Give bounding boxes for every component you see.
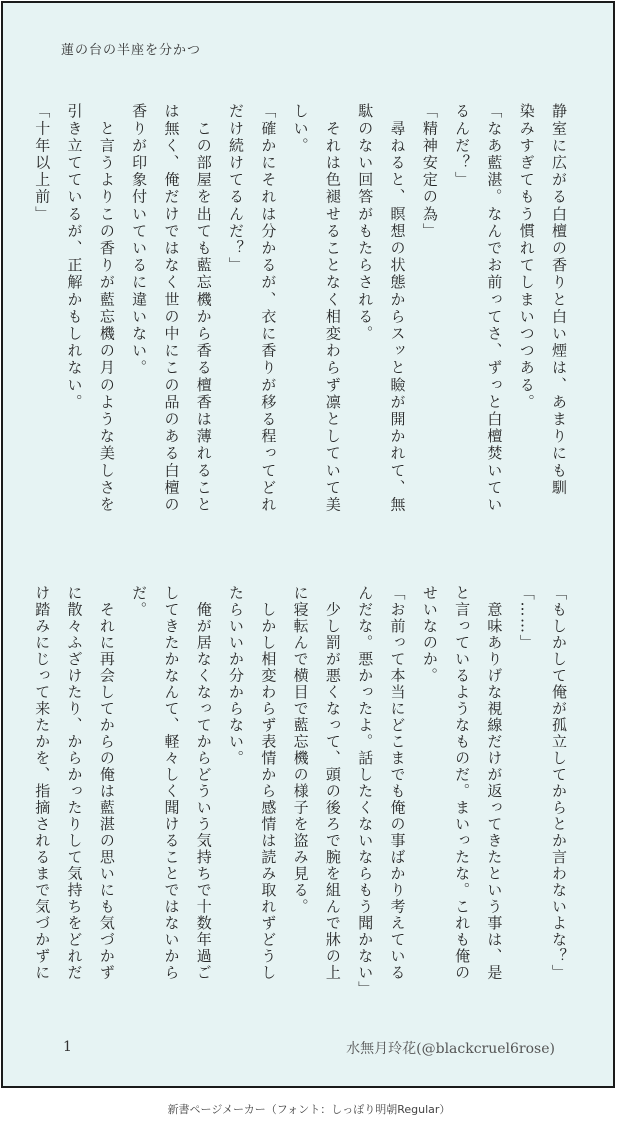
running-title: 蓮の台の半座を分かつ <box>61 43 202 58</box>
text-column: 俺が居なくなってからどういう気持ちで十数年過ご <box>194 585 213 981</box>
text-column: だ。 <box>130 585 149 618</box>
book-page <box>1 1 615 1088</box>
text-column: 「確かにそれは分かるが、衣に香りが移る程ってどれ <box>259 103 278 514</box>
text-column: 引き立てているが、正解かもしれない。 <box>65 103 84 411</box>
text-column: に散々ふざけたり、からかったりして気持ちをどれだ <box>65 585 84 981</box>
page-number: 1 <box>63 1039 72 1055</box>
text-column: 尋ねると、瞑想の状態からスッと瞼が開かれて、無 <box>388 103 407 514</box>
text-column: に寝転んで横目で藍忘機の様子を盗み見る。 <box>291 585 310 915</box>
text-column: 静室に広がる白檀の香りと白い煙は、あまりにも馴 <box>550 103 568 497</box>
text-column: 「十年以上前」 <box>33 103 52 223</box>
text-column: だけ続けてるんだ？」 <box>227 103 246 274</box>
text-column: 意味ありげな視線だけが返ってきたという事は、是 <box>485 585 504 981</box>
text-column: それは色褪せることなく相変わらず凛としていて美 <box>323 103 342 514</box>
text-column: 「お前って本当にどこまでも俺の事ばかり考えている <box>388 585 407 981</box>
footer-caption: 新書ページメーカー（フォント：しっぽり明朝Regular） <box>167 1103 451 1116</box>
text-column: この部屋を出ても藍忘機から香る檀香は薄れること <box>194 103 213 514</box>
text-column: と言っているようなものだ。まいったな。これも俺の <box>453 585 472 981</box>
text-column: 駄のない回答がもたらされる。 <box>356 103 375 343</box>
text-column: 「精神安定の為」 <box>420 103 439 240</box>
text-column: たらいいか分からない。 <box>227 585 246 767</box>
text-column: せいなのか。 <box>420 585 439 684</box>
text-column: 香りが印象付いているに違いない。 <box>130 103 149 377</box>
text-column: と言うよりこの香りが藍忘機の月のような美しさを <box>97 103 116 514</box>
text-column: しい。 <box>291 103 310 155</box>
text-column: 染みすぎてもう慣れてしまいつつある。 <box>517 103 536 411</box>
text-column: んだな。悪かったよ。話したくないならもう聞かない」 <box>356 585 375 998</box>
text-column: しかし相変わらず表情から感情は読み取れずどうし <box>259 585 278 981</box>
upper-text-block <box>32 103 569 558</box>
text-column: 「……」 <box>517 585 536 651</box>
author-credit: 水無月玲花(@blackcruel6rose) <box>346 1041 555 1057</box>
text-column: それに再会してからの俺は藍湛の思いにも気づかず <box>97 585 116 981</box>
text-column: 少し罰が悪くなって、頭の後ろで腕を組んで牀の上 <box>323 585 342 981</box>
text-column: 「なあ藍湛。なんでお前ってさ、ずっと白檀焚いてい <box>485 103 504 514</box>
text-column: るんだ？」 <box>453 103 472 189</box>
text-column: してきたかなんて、軽々しく聞けることではないから <box>162 585 181 981</box>
lower-text-block <box>32 585 569 998</box>
text-column: 「もしかして俺が孤立してからとか言わないよな？」 <box>550 585 568 981</box>
text-column: け踏みにじって来たかを、指摘されるまで気づかずに <box>33 585 52 981</box>
text-column: は無く、俺だけではなく世の中にこの品のある白檀の <box>162 103 181 514</box>
